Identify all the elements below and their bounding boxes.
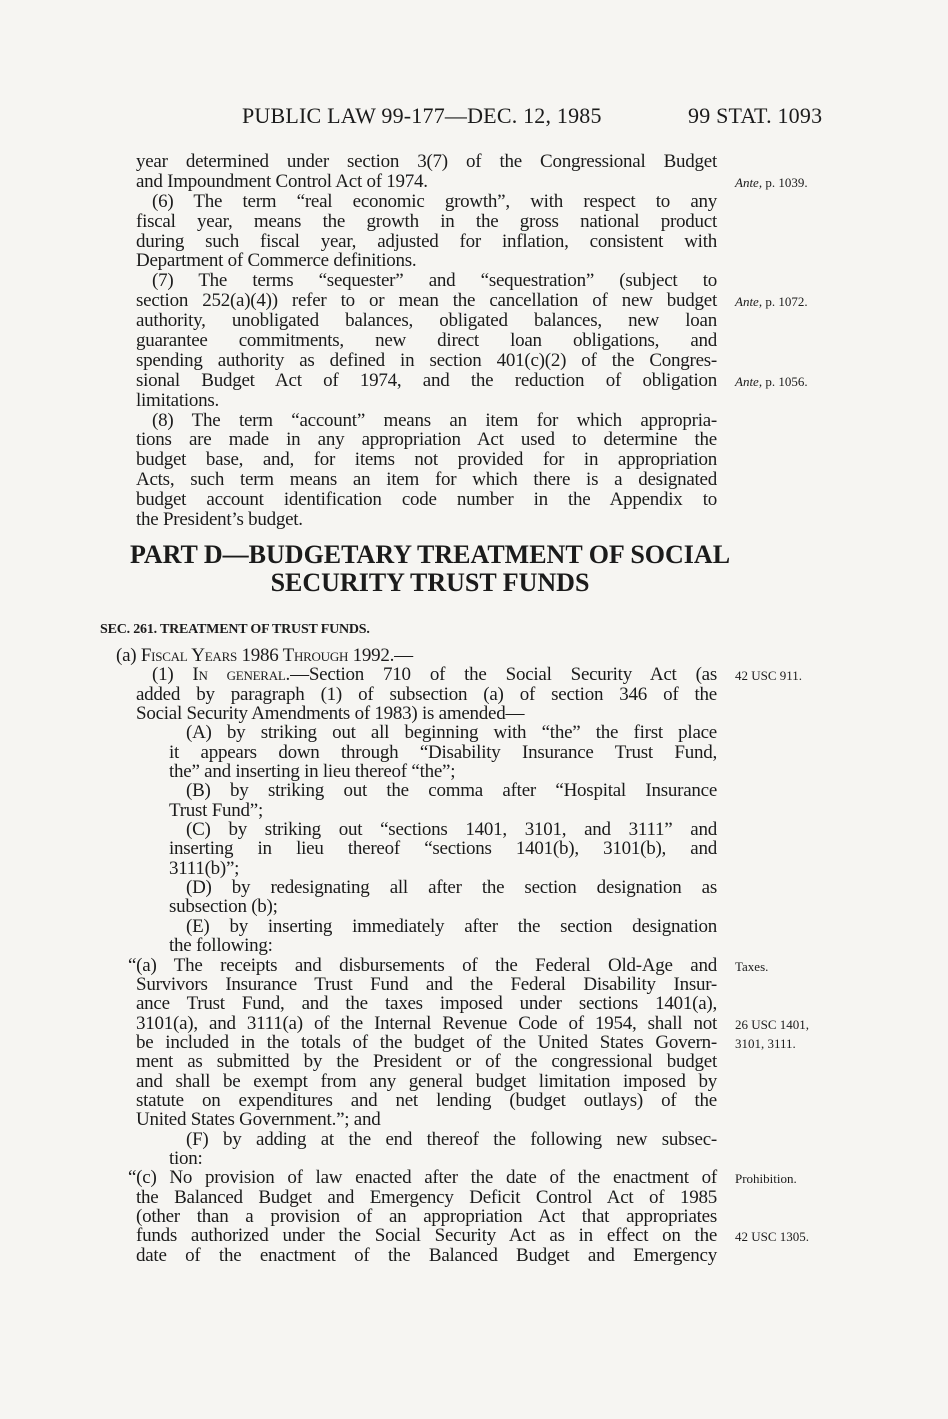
text-line: Survivors Insurance Trust Fund and the Federal Disability Insur- [136, 973, 717, 995]
text-line: (6) The term “real economic growth”, with respect to any [152, 190, 717, 212]
text-line: Trust Fund”; [169, 799, 263, 821]
text-line: (A) by striking out all beginning with “the” the first place [186, 722, 717, 744]
margin-note: Ante, p. 1056. [735, 373, 808, 389]
text-line: year determined under section 3(7) of the Congressional Budget [136, 151, 717, 172]
text-line: guarantee commitments, new direct loan obligations, and [136, 330, 717, 352]
text-line: and shall be exempt from any general budget limitation imposed by [136, 1070, 717, 1092]
text-line: tion: [169, 1147, 203, 1169]
text-line: (E) by inserting immediately after the section designation [186, 915, 717, 937]
text-line: added by paragraph (1) of subsection (a) of section 346 of the [136, 683, 717, 705]
text-line: statute on expenditures and net lending (budget outlays) of the [136, 1089, 717, 1111]
margin-note: 42 USC 1305. [735, 1229, 810, 1245]
text-line: “(c) No provision of law enacted after the date of the enactment of [128, 1167, 717, 1189]
text-line: budget account identification code number in the Appendix to [136, 489, 717, 511]
running-head-title: PUBLIC LAW 99-177—DEC. 12, 1985 [242, 103, 602, 128]
text-line: the Balanced Budget and Emergency Deficit Control Act of 1985 [136, 1186, 717, 1208]
text-line: the President’s budget. [136, 509, 303, 531]
text-line: funds authorized under the Social Security Act as in effect on the [136, 1225, 717, 1247]
text-line: budget base, and, for items not provided for in appropriation [136, 449, 717, 471]
text-line: Acts, such term means an item for which there is a designated [136, 469, 717, 491]
text-line: during such fiscal year, adjusted for inflation, consistent with [136, 230, 717, 252]
text-line: (1) In general.—Section 710 of the Social Security Act (as [152, 664, 718, 686]
section-title: SEC. 261. TREATMENT OF TRUST FUNDS. [100, 622, 370, 637]
margin-note: Ante, p. 1072. [735, 294, 808, 310]
part-heading-line-1: PART D—BUDGETARY TREATMENT OF SOCIAL [129, 540, 731, 569]
text-line: United States Government.”; and [136, 1109, 381, 1131]
text-line: subsection (b); [169, 896, 278, 918]
text-line: 3101(a), and 3111(a) of the Internal Revenue Code of 1954, shall not [136, 1012, 717, 1034]
statute-page-number: 99 STAT. 1093 [688, 103, 823, 128]
text-line: date of the enactment of the Balanced Budget and Emergency [136, 1244, 717, 1266]
definitions-continued [0, 152, 948, 530]
margin-note: 26 USC 1401, [735, 1016, 810, 1032]
margin-note: 3101, 3111. [735, 1035, 796, 1051]
text-line: Department of Commerce definitions. [136, 250, 417, 272]
subsection-heading: (a) Fiscal Years 1986 Through 1992.— [116, 645, 413, 666]
text-line: “(a) The receipts and disbursements of the Federal Old-Age and [128, 954, 717, 976]
part-heading-line-2: SECURITY TRUST FUNDS [270, 568, 590, 597]
text-line: (F) by adding at the end thereof the following new subsec- [186, 1128, 717, 1150]
text-line: ance Trust Fund, and the taxes imposed under sections 1401(a), [136, 993, 717, 1015]
text-line: 3111(b)”; [169, 857, 240, 879]
text-line: spending authority as defined in section 401(c)(2) of the Congres- [136, 349, 717, 371]
text-line: (8) The term “account” means an item for which appropria- [152, 409, 717, 431]
text-line: (other than a provision of an appropriation Act that appropriates [136, 1205, 717, 1227]
margin-note: Prohibition. [735, 1171, 797, 1187]
text-line: sional Budget Act of 1974, and the reduction of obligation [136, 369, 717, 391]
text-line: be included in the totals of the budget of the United States Govern- [136, 1031, 717, 1053]
text-line: the” and inserting in lieu thereof “the”; [169, 761, 456, 783]
text-line: (7) The terms “sequester” and “sequestration” (subject to [152, 270, 717, 292]
text-line: (B) by striking out the comma after “Hospital Insurance [186, 780, 717, 802]
text-line: (D) by redesignating all after the section designation as [186, 877, 717, 899]
text-line: (C) by striking out “sections 1401, 3101, and 3111” and [186, 819, 717, 841]
section-261-body [0, 646, 948, 1265]
margin-note: Ante, p. 1039. [735, 174, 808, 190]
text-line: and Impoundment Control Act of 1974. [136, 170, 428, 192]
text-line: fiscal year, means the growth in the gross national product [136, 210, 717, 232]
text-line: inserting in lieu thereof “sections 1401(b), 3101(b), and [169, 838, 717, 860]
text-line: authority, unobligated balances, obligated balances, new loan [136, 310, 717, 332]
text-line: ment as submitted by the President or of the congressional budget [136, 1051, 717, 1073]
margin-note: 42 USC 911. [735, 668, 803, 684]
text-line: limitations. [136, 389, 220, 411]
text-line: tions are made in any appropriation Act used to determine the [136, 429, 717, 451]
text-line: it appears down through “Disability Insurance Trust Fund, [169, 741, 717, 763]
margin-note: Taxes. [735, 958, 769, 974]
text-line: Social Security Amendments of 1983) is amended— [136, 703, 525, 725]
text-line: the following: [169, 935, 273, 957]
text-line: section 252(a)(4)) refer to or mean the cancellation of new budget [136, 290, 717, 312]
